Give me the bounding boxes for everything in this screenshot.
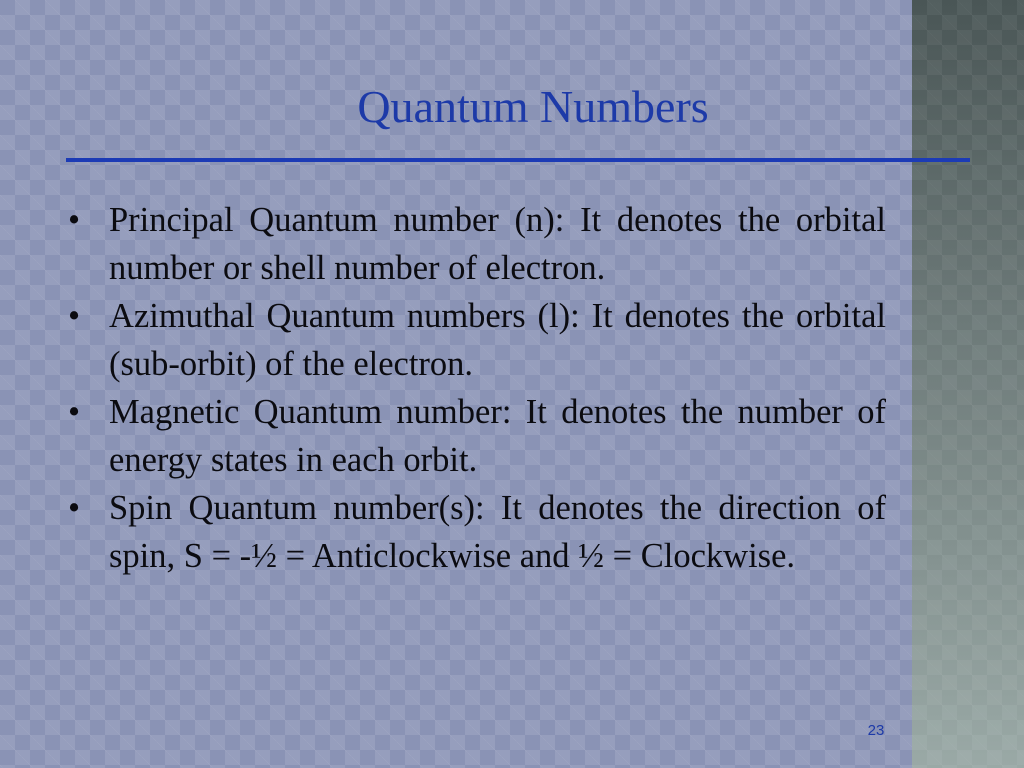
bullet-text: Principal Quantum number (n): It denotes the orbital number or shell number of electron. [109, 201, 886, 287]
slide-title: Quantum Numbers [357, 81, 709, 132]
bullet-dot-icon: • [68, 297, 81, 335]
bullet-dot-icon: • [68, 489, 81, 527]
bullet-list [68, 196, 886, 580]
bullet-text: Magnetic Quantum number: It denotes the number of energy states in each orbit. [109, 393, 886, 479]
title-underline [66, 158, 970, 162]
bullet-dot-icon: • [68, 393, 81, 431]
bullet-item-magnetic [68, 388, 886, 484]
bullet-item-azimuthal [68, 292, 886, 388]
bullet-text: Azimuthal Quantum numbers (l): It denotes the orbital (sub-orbit) of the electron. [109, 297, 886, 383]
page-number: 23 [867, 722, 885, 739]
bullet-dot-icon: • [68, 201, 81, 239]
bullet-item-spin [68, 484, 886, 580]
bullet-item-principal [68, 196, 886, 292]
bullet-text: Spin Quantum number(s): It denotes the direction of spin, S = -½ = Anticlockwise and ½ = Clockwise. [109, 489, 886, 575]
